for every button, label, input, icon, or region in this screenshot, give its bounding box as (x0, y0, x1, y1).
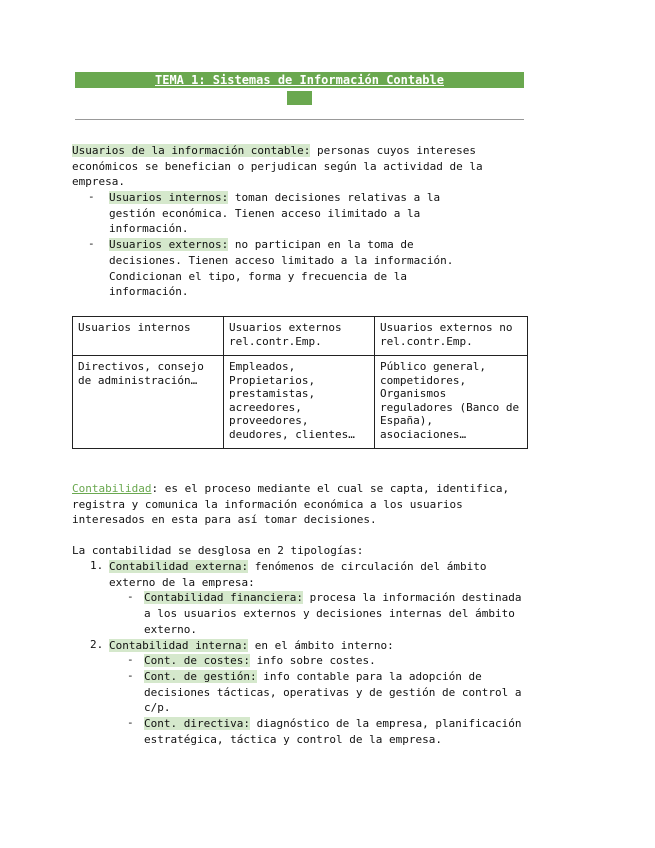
list-item-text: no participan en la toma de decisiones. Tienen acceso limitado a la información. Condicionan el tipo, forma y frecuencia de la información. (109, 238, 454, 299)
list-number: 2. (90, 637, 104, 651)
intro-term: Usuarios de la información contable: (72, 144, 311, 157)
sublist (127, 653, 530, 747)
table-header-cell: Usuarios internos (73, 317, 224, 356)
list-item-text: toman decisiones relativas a la gestión económica. Tienen acceso ilimitado a la información. (109, 191, 441, 236)
intro-paragraph (72, 143, 532, 190)
contabilidad-paragraph (72, 481, 530, 528)
list-item (90, 559, 530, 638)
list-item-term: Usuarios internos: (109, 191, 229, 204)
list-item-term: Contabilidad externa: (109, 560, 249, 573)
sublist-item-text: info sobre costes. (249, 654, 376, 668)
table-row (73, 356, 528, 449)
list-bullet: - (127, 716, 134, 730)
intro-text: personas cuyos intereses económicos se benefician o perjudican según la actividad de la empresa. (72, 144, 483, 189)
sublist-item-text: diagnóstico de la empresa, planificación estratégica, táctica y control de la empresa. (144, 717, 522, 746)
list-item-term: Contabilidad interna: (109, 638, 249, 652)
sublist-item-term: Cont. directiva: (144, 717, 250, 731)
list-item-text: en el ámbito interno: (248, 638, 394, 652)
tipologias-intro (72, 543, 532, 559)
list-bullet: - (127, 590, 134, 604)
sublist-item (127, 590, 530, 637)
sublist-item (127, 653, 530, 669)
list-bullet: - (88, 190, 95, 203)
sublist-item-term: Contabilidad financiera: (144, 591, 303, 605)
title-accent-block (287, 91, 312, 105)
list-item-term: Usuarios externos: (109, 238, 229, 252)
title-divider (75, 119, 524, 120)
table-cell: Público general, competidores, Organismos reguladores (Banco de España), asociaciones… (375, 356, 528, 449)
sublist-item-text: procesa la información destinada a los usuarios externos y decisiones internas del ámbito externo. (144, 591, 522, 636)
user-types-list (88, 190, 488, 300)
table-cell: Directivos, consejo de administración… (73, 356, 224, 449)
sublist-item-term: Cont. de costes: (144, 654, 250, 668)
sublist (127, 590, 530, 637)
users-table (72, 316, 528, 449)
page-title-text: TEMA 1: Sistemas de Información Contable (155, 73, 444, 87)
list-item-text: fenómenos de circulación del ámbito externo de la empresa: (109, 560, 487, 589)
table-header-cell: Usuarios externos no rel.contr.Emp. (375, 317, 528, 356)
sublist-item (127, 669, 530, 716)
sublist-item-term: Cont. de gestión: (144, 669, 257, 683)
table-cell: Empleados, Propietarios, prestamistas, acreedores, proveedores, deudores, clientes… (224, 356, 375, 449)
list-bullet: - (127, 668, 134, 682)
table-header-row (73, 317, 528, 356)
list-item (88, 190, 488, 237)
list-item (90, 638, 530, 748)
tipologias-list (90, 559, 530, 747)
list-bullet: - (88, 237, 95, 251)
contabilidad-link[interactable]: Contabilidad (72, 482, 152, 495)
list-item (88, 237, 488, 300)
tipologias-intro-text: La contabilidad se desglosa en 2 tipologías: (72, 544, 364, 557)
contabilidad-text: : es el proceso mediante el cual se capta, identifica, registra y comunica la información económica a los usuarios interesados en esta para así tomar decisiones. (72, 482, 510, 527)
list-bullet: - (127, 653, 134, 667)
page-title (75, 72, 524, 88)
table-header-cell: Usuarios externos rel.contr.Emp. (224, 317, 375, 356)
sublist-item-text: info contable para la adopción de decisiones tácticas, operativas y de gestión de control a c/p. (144, 669, 522, 715)
sublist-item (127, 716, 530, 747)
list-number: 1. (90, 559, 104, 572)
